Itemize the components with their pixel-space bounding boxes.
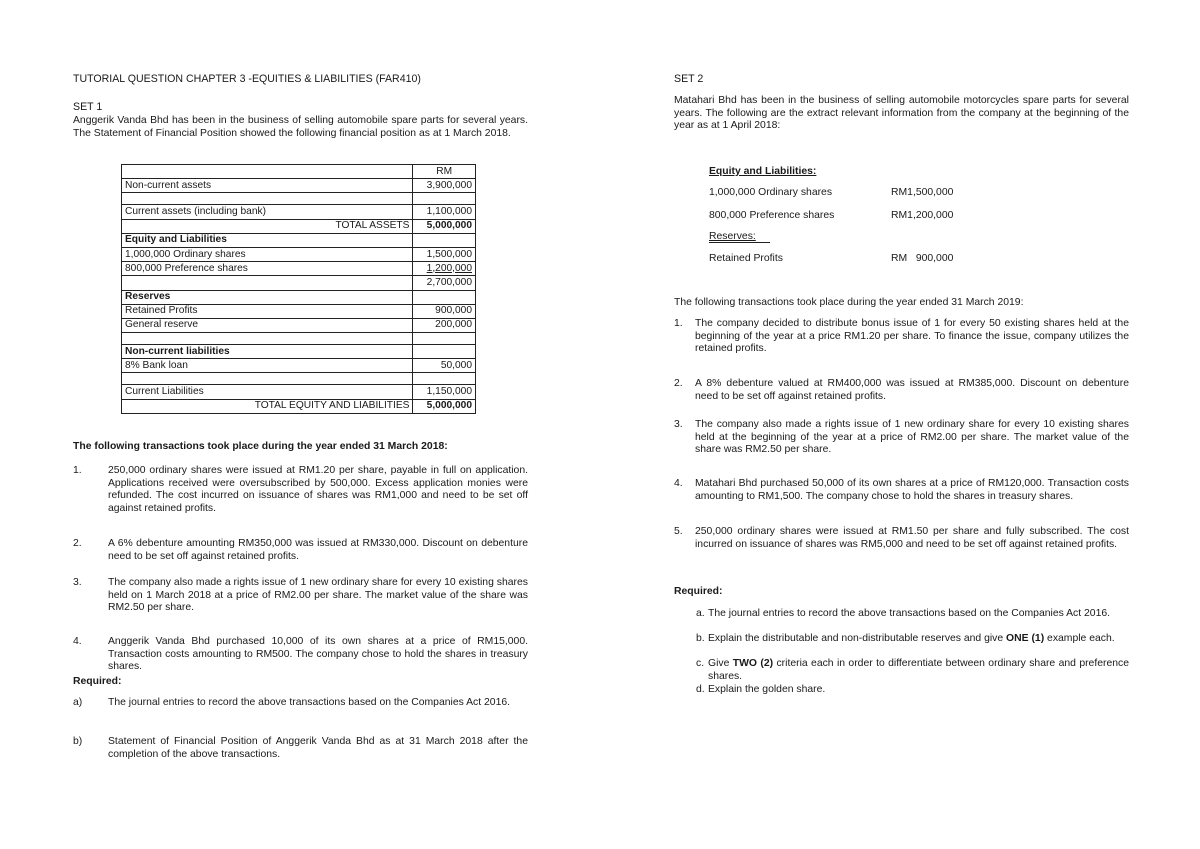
transaction-text: The company also made a rights issue of 1 new ordinary share for every 10 existing shares held at the beginning of the year at a price of RM2.00 per share. The market value of the share was RM2.50 per share. <box>695 419 1129 456</box>
current-liabilities-value: 1,150,000 <box>413 385 476 399</box>
total-equity-liabilities-label: TOTAL EQUITY AND LIABILITIES <box>122 399 413 413</box>
ncl-heading: Non-current liabilities <box>122 345 413 359</box>
total-assets-label: TOTAL ASSETS <box>122 219 413 233</box>
transaction-text: 250,000 ordinary shares were issued at RM1.20 per share, payable in full on application. Applications received were oversubscribed by 500,000. Excess application monies were refunded. The cost incurred on issuance of shares was RM1,000 and need to be set off against retained profits. <box>108 465 528 514</box>
preference-label: 800,000 Preference shares <box>709 210 835 221</box>
required-number: c. <box>696 658 705 669</box>
current-liabilities-label: Current Liabilities <box>122 385 413 399</box>
total-equity-liabilities-value: 5,000,000 <box>413 399 476 413</box>
bank-loan-label: 8% Bank loan <box>122 359 413 373</box>
transaction-number: 1. <box>73 465 82 476</box>
set2-required-c <box>694 658 1129 683</box>
required-number: a) <box>73 697 83 708</box>
required-text: The journal entries to record the above transactions based on the Companies Act 2016. <box>108 697 511 708</box>
required-text: Statement of Financial Position of Anggerik Vanda Bhd as at 31 March 2018 after the completion of the above transactions. <box>108 736 528 760</box>
transaction-number: 3. <box>73 577 82 588</box>
non-current-assets-value: 3,900,000 <box>413 179 476 193</box>
set2-transaction-1 <box>674 318 1129 356</box>
transaction-text: Anggerik Vanda Bhd purchased 10,000 of its own shares at a price of RM15,000. Transaction costs amounting to RM500. The company chose to hold the shares in treasury shares. <box>108 636 528 673</box>
transaction-number: 2. <box>73 538 82 549</box>
transaction-number: 4. <box>674 478 683 489</box>
required-text-bold: ONE (1) <box>1006 633 1045 644</box>
set2-ordinary-row <box>709 187 1009 198</box>
retained-value: RM 900,000 <box>891 253 954 264</box>
required-text-post: example each. <box>1044 633 1115 644</box>
set2-required-heading: Required: <box>674 586 723 597</box>
required-text <box>708 658 1129 683</box>
set1-required-a <box>73 697 528 710</box>
reserves-heading: Reserves <box>122 290 413 304</box>
bank-loan-value: 50,000 <box>413 359 476 373</box>
set1-transaction-1 <box>73 465 528 515</box>
set2-reserves-row <box>709 231 1009 242</box>
required-text: Explain the golden share. <box>708 684 826 695</box>
transaction-text: Matahari Bhd purchased 50,000 of its own shares at a price of RM120,000. Transaction costs amounting to RM1,500. The company chose to hold the shares in treasury shares. <box>695 478 1129 502</box>
set2-preference-row <box>709 210 1009 221</box>
ordinary-value: RM1,500,000 <box>891 187 954 198</box>
set2-required-a <box>694 608 1129 621</box>
required-text-pre: Explain the distributable and non-distributable reserves and give <box>708 633 1007 644</box>
transaction-text: A 8% debenture valued at RM400,000 was issued at RM385,000. Discount on debenture need to be set off against retained profits. <box>695 378 1129 402</box>
financial-position-table <box>121 164 476 414</box>
set1-transaction-3 <box>73 577 528 615</box>
set2-retained-row <box>709 253 1009 264</box>
required-number: b. <box>696 633 705 644</box>
transaction-number: 5. <box>674 526 683 537</box>
page-heading: TUTORIAL QUESTION CHAPTER 3 -EQUITIES & LIABILITIES (FAR410) <box>73 73 421 85</box>
set1-transaction-4 <box>73 636 528 674</box>
set2-label: SET 2 <box>674 73 704 85</box>
required-number: d. <box>696 684 705 695</box>
transaction-text: The company decided to distribute bonus issue of 1 for every 50 existing shares held at the beginning of the year at a price RM1.20 per share. To finance the issue, company utilizes the retained profits. <box>695 318 1129 355</box>
set2-transaction-2 <box>674 378 1129 403</box>
transaction-number: 3. <box>674 419 683 430</box>
share-capital-subtotal: 2,700,000 <box>413 276 476 290</box>
ordinary-label: 1,000,000 Ordinary shares <box>709 187 833 198</box>
general-reserve-label: General reserve <box>122 318 413 332</box>
required-text <box>708 633 1129 646</box>
transaction-text: The company also made a rights issue of 1 new ordinary share for every 10 existing shares held on 1 March 2018 at a price of RM2.00 per share. The market value of the share was RM2.50 per share. <box>108 577 528 614</box>
set2-required-b <box>694 633 1129 646</box>
reserves-label: Reserves: <box>709 231 770 243</box>
required-number: a. <box>696 608 705 619</box>
set1-transaction-2 <box>73 538 528 563</box>
total-assets-value: 5,000,000 <box>413 219 476 233</box>
ordinary-shares-value: 1,500,000 <box>413 247 476 261</box>
equity-heading: Equity and Liabilities <box>122 233 413 247</box>
set2-transaction-5 <box>674 526 1129 551</box>
set2-equity-heading: Equity and Liabilities: <box>709 166 817 177</box>
transaction-number: 4. <box>73 636 82 647</box>
transaction-text: A 6% debenture amounting RM350,000 was issued at RM330,000. Discount on debenture need to be set off against retained profits. <box>108 538 528 562</box>
set1-intro: Anggerik Vanda Bhd has been in the business of selling automobile spare parts for several years. The Statement of Financial Position showed the following financial position as at 1 March 2018. <box>73 115 528 139</box>
required-text: The journal entries to record the above transactions based on the Companies Act 2016. <box>708 608 1111 619</box>
general-reserve-value: 200,000 <box>413 318 476 332</box>
set1-label: SET 1 <box>73 101 103 113</box>
set1-transactions-heading: The following transactions took place during the year ended 31 March 2018: <box>73 441 448 452</box>
set2-transactions-heading: The following transactions took place during the year ended 31 March 2019: <box>674 297 1024 308</box>
transaction-number: 2. <box>674 378 683 389</box>
transaction-text: 250,000 ordinary shares were issued at RM1.50 per share and fully subscribed. The cost incurred on issuance of shares was RM5,000 and need to be set off against retained profits. <box>695 526 1129 550</box>
transaction-number: 1. <box>674 318 683 329</box>
current-assets-value: 1,100,000 <box>413 205 476 219</box>
retained-profits-label: Retained Profits <box>122 304 413 318</box>
set2-transaction-3 <box>674 419 1129 457</box>
set2-intro: Matahari Bhd has been in the business of selling automobile motorcycles spare parts for several years. The following are the extract relevant information from the company at the beginning of the year as at 1 April 2018: <box>674 95 1129 132</box>
rm-header: RM <box>413 165 476 179</box>
set2-required-d <box>694 684 1129 697</box>
required-number: b) <box>73 736 83 747</box>
set1-required-heading: Required: <box>73 676 122 687</box>
ordinary-shares-label: 1,000,000 Ordinary shares <box>122 247 413 261</box>
preference-shares-value: 1,200,000 <box>413 262 476 276</box>
required-text-post: criteria each in order to differentiate between ordinary share and preference shares. <box>708 658 1129 682</box>
preference-value: RM1,200,000 <box>891 210 954 221</box>
required-text-pre: Give <box>708 658 733 669</box>
non-current-assets-label: Non-current assets <box>122 179 413 193</box>
retained-label: Retained Profits <box>709 253 783 264</box>
set1-required-b <box>73 736 528 761</box>
required-text-bold: TWO (2) <box>732 658 774 669</box>
current-assets-label: Current assets (including bank) <box>122 205 413 219</box>
set2-transaction-4 <box>674 478 1129 503</box>
preference-shares-label: 800,000 Preference shares <box>122 262 413 276</box>
retained-profits-value: 900,000 <box>413 304 476 318</box>
